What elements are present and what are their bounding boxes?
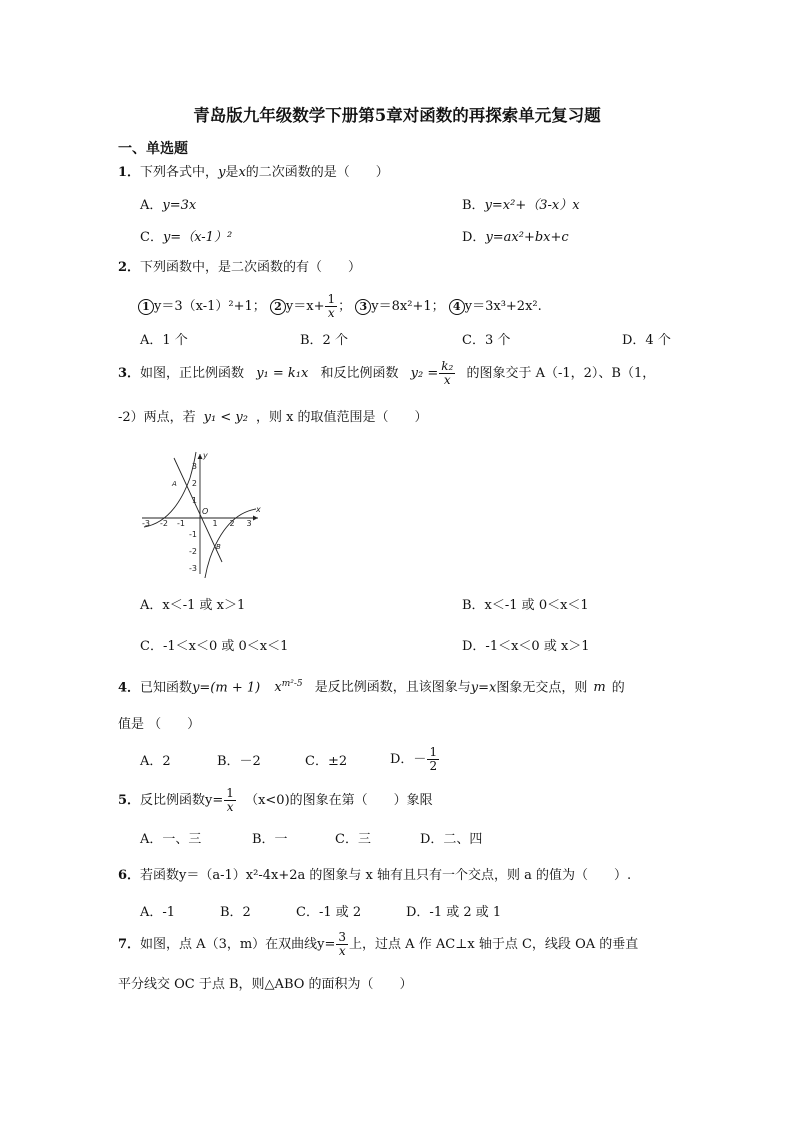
fraction: $\frac{\text{k₂}}{x}$ <box>441 359 454 388</box>
option-b[interactable]: B．y=x²+（3-x）x <box>462 198 580 213</box>
fraction: $\frac{1}{x}$ <box>226 786 234 815</box>
page-title: 青岛版九年级数学下册第5章对函数的再探索单元复习题 <box>193 106 601 125</box>
tick-label: -2 <box>160 519 168 528</box>
point-b-label: B <box>216 543 221 551</box>
tick-label: -3 <box>189 564 197 573</box>
function-graph <box>138 446 266 578</box>
circled-number: 3 <box>355 299 371 315</box>
x-axis-label: x <box>256 505 261 514</box>
question-3-stem-line2: -2）两点，若 y₁ < y₂ ，则 x 的取值范围是（ ） <box>118 410 428 425</box>
option-d[interactable]: D．4 个 <box>622 333 671 348</box>
option-b[interactable]: B．2 个 <box>300 333 348 348</box>
option-c[interactable]: C．y=（x-1）² <box>140 230 233 245</box>
option-d[interactable]: D．二、四 <box>420 832 483 847</box>
tick-label: -1 <box>177 519 185 528</box>
option-b[interactable]: B．一 <box>252 832 288 847</box>
tick-label: 1 <box>212 519 218 528</box>
y-axis-arrow <box>198 454 203 459</box>
origin-label: O <box>202 507 209 516</box>
option-b[interactable]: B．2 <box>220 905 251 920</box>
point-a-label: A <box>172 480 177 488</box>
option-a[interactable]: A．y=3x <box>140 198 197 213</box>
option-c[interactable]: C．3 个 <box>462 333 511 348</box>
question-7-stem-line1: 7．如图，点 A（3，m）在双曲线y= $\frac{3}{x}$ 上，过点 A 作 AC⊥x 轴于点 C，线段 OA 的垂直 <box>118 930 639 959</box>
question-2-functions: 1 y＝3（x-1）²+1； 2 y＝x+ $\frac{1}{x}$ ； 3 y＝8x²+1； 4 y＝3x³+2x². <box>138 293 542 320</box>
fraction: $\frac{1}{2}$ <box>429 745 438 774</box>
tick-label: 2 <box>229 519 235 528</box>
option-a[interactable]: A．2 <box>140 754 171 769</box>
option-d[interactable]: D．-1＜x＜0 或 x＞1 <box>462 639 590 654</box>
circled-number: 1 <box>138 299 154 315</box>
question-6-stem: 6．若函数y＝（a-1）x²-4x+2a 的图象与 x 轴有且只有一个交点，则 a 的值为（ ）. <box>118 868 632 883</box>
tick-label: 1 <box>191 496 197 505</box>
tick-label: -3 <box>142 519 150 528</box>
fraction: $\frac{3}{x}$ <box>338 930 347 959</box>
option-d[interactable]: D．y=ax²+bx+c <box>462 230 569 245</box>
option-a[interactable]: A．-1 <box>140 905 176 920</box>
tick-label: 3 <box>191 462 197 471</box>
question-3-stem-line1: 3．如图，正比例函数 y₁ = k₁x 和反比例函数 y₂ = $\frac{\text{k₂}}{x}$ 的图象交于 A（-1，2）、B（1， <box>118 359 656 388</box>
question-1-stem: 1．下列各式中，y是x的二次函数的是（ ） <box>118 165 389 180</box>
circled-number: 4 <box>449 299 465 315</box>
option-a[interactable]: A．1 个 <box>140 333 188 348</box>
y-axis-label: y <box>203 451 208 460</box>
option-a[interactable]: A．一、三 <box>140 832 202 847</box>
tick-label: 2 <box>191 479 197 488</box>
option-a[interactable]: A．x＜-1 或 x＞1 <box>140 598 246 613</box>
option-d[interactable]: D．－ $\frac{1}{2}$ <box>390 745 438 774</box>
option-c[interactable]: C．±2 <box>305 754 348 769</box>
tick-label: -1 <box>189 530 197 539</box>
question-4-stem-line1: 4．已知函数y=(m + 1) $x^{m^2-5}$ 是反比例函数，且该图象与y=x图象无交点，则 m 的 <box>118 679 625 696</box>
circled-number: 2 <box>270 299 286 315</box>
tick-label: 3 <box>246 519 252 528</box>
question-5-stem: 5．反比例函数y= $\frac{1}{x}$ （x<0)的图象在第（ ）象限 <box>118 786 433 815</box>
option-b[interactable]: B．－2 <box>217 754 261 769</box>
section-heading: 一、单选题 <box>118 141 188 157</box>
option-d[interactable]: D．-1 或 2 或 1 <box>406 905 502 920</box>
question-number: 1． <box>118 165 141 180</box>
question-7-stem-line2: 平分线交 OC 于点 B，则△ABO 的面积为（ ） <box>118 977 413 992</box>
tick-label: -2 <box>189 547 197 556</box>
question-2-stem: 2．下列函数中，是二次函数的有（ ） <box>118 260 362 275</box>
option-c[interactable]: C．三 <box>335 832 371 847</box>
fraction: $\frac{1}{x}$ <box>327 292 336 321</box>
option-c[interactable]: C．-1＜x＜0 或 0＜x＜1 <box>140 639 289 654</box>
x-axis-arrow <box>253 516 258 521</box>
question-4-stem-line2: 值是 （ ） <box>118 717 201 732</box>
option-c[interactable]: C．-1 或 2 <box>296 905 362 920</box>
option-b[interactable]: B．x＜-1 或 0＜x＜1 <box>462 598 589 613</box>
